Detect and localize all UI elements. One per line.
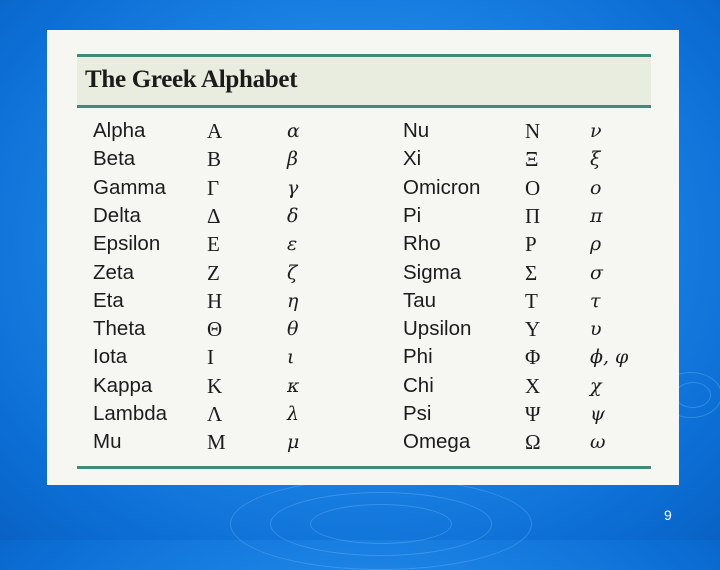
uppercase-letter: Μ <box>207 430 226 455</box>
letter-name: Alpha <box>93 119 146 142</box>
lowercase-letter: α <box>287 120 300 142</box>
lowercase-letter: ρ <box>590 233 602 256</box>
ripple-decoration <box>310 504 452 544</box>
table-row <box>47 203 679 231</box>
letter-name: Zeta <box>93 260 135 284</box>
table-row <box>47 316 679 344</box>
lowercase-letter: β <box>287 148 298 171</box>
uppercase-letter: Ε <box>207 232 220 257</box>
lowercase-letter: υ <box>590 318 602 341</box>
letter-name: Nu <box>403 119 430 142</box>
table-row <box>47 373 679 401</box>
letter-name: Omega <box>403 430 471 454</box>
uppercase-letter: Λ <box>207 402 223 426</box>
table-row <box>47 288 679 316</box>
table-row <box>47 260 679 288</box>
uppercase-letter: Ν <box>525 119 541 143</box>
uppercase-letter: Ξ <box>525 147 539 172</box>
uppercase-letter: Χ <box>525 373 541 398</box>
letter-name: Delta <box>93 203 141 227</box>
lowercase-letter: γ <box>287 176 299 199</box>
letter-name: Upsilon <box>403 317 472 341</box>
letter-name: Beta <box>93 147 136 171</box>
lowercase-letter: π <box>590 204 603 227</box>
letter-name: Epsilon <box>93 232 161 256</box>
letter-name: Eta <box>93 288 124 312</box>
bottom-rule <box>77 466 651 469</box>
table-row <box>47 118 679 146</box>
lowercase-letter: χ <box>590 374 602 397</box>
table-row <box>47 401 679 429</box>
lowercase-letter: ο <box>590 176 602 199</box>
letter-name: Theta <box>93 317 146 341</box>
uppercase-letter: Ω <box>525 430 541 455</box>
uppercase-letter: Κ <box>207 373 223 398</box>
lowercase-letter: ω <box>590 431 606 454</box>
lowercase-letter: ζ <box>287 261 298 284</box>
table-row <box>47 175 679 203</box>
table-row <box>47 344 679 372</box>
lowercase-letter: ε <box>287 233 298 256</box>
letter-name: Gamma <box>93 175 166 199</box>
lowercase-letter: ξ <box>590 148 601 171</box>
uppercase-letter: Η <box>207 288 223 313</box>
uppercase-letter: Δ <box>207 203 221 228</box>
table-row <box>47 231 679 259</box>
lowercase-letter: ϕ, φ <box>590 346 629 369</box>
uppercase-letter: Ο <box>525 175 541 200</box>
letter-name: Pi <box>403 203 422 227</box>
uppercase-letter: Σ <box>525 260 538 285</box>
letter-name: Chi <box>403 373 434 397</box>
lowercase-letter: ψ <box>590 403 605 425</box>
lowercase-letter: τ <box>590 289 601 312</box>
uppercase-letter: Β <box>207 147 222 172</box>
alphabet-card <box>47 30 679 485</box>
uppercase-letter: Α <box>207 119 223 143</box>
title-band <box>77 57 651 105</box>
lowercase-letter: δ <box>287 204 299 227</box>
letter-name: Lambda <box>93 402 168 425</box>
letter-name: Sigma <box>403 260 462 284</box>
uppercase-letter: Ι <box>207 345 214 370</box>
table-row <box>47 429 679 457</box>
letter-name: Mu <box>93 430 122 454</box>
letter-name: Rho <box>403 232 441 256</box>
lowercase-letter: σ <box>590 261 603 284</box>
uppercase-letter: Ρ <box>525 232 537 257</box>
header-rule <box>77 105 651 108</box>
uppercase-letter: Τ <box>525 288 538 313</box>
lowercase-letter: κ <box>287 374 300 397</box>
uppercase-letter: Π <box>525 203 541 228</box>
lowercase-letter: ν <box>590 120 602 142</box>
letter-name: Phi <box>403 345 433 369</box>
letter-name: Kappa <box>93 373 153 397</box>
uppercase-letter: Υ <box>525 317 541 342</box>
uppercase-letter: Ζ <box>207 260 220 285</box>
uppercase-letter: Γ <box>207 175 220 200</box>
lowercase-letter: η <box>287 289 299 312</box>
letter-name: Psi <box>403 402 432 425</box>
table-title: The Greek Alphabet <box>85 66 298 93</box>
lowercase-letter: μ <box>287 431 300 454</box>
letter-name: Tau <box>403 288 437 312</box>
uppercase-letter: Φ <box>525 345 541 370</box>
letter-name: Xi <box>403 147 422 171</box>
lowercase-letter: λ <box>287 403 300 425</box>
letter-name: Iota <box>93 345 128 369</box>
uppercase-letter: Ψ <box>525 402 541 426</box>
uppercase-letter: Θ <box>207 317 223 342</box>
letter-name: Omicron <box>403 175 481 199</box>
page-number: 9 <box>664 507 672 523</box>
ripple-decoration <box>675 382 711 408</box>
table-row <box>47 146 679 174</box>
lowercase-letter: ι <box>287 346 295 369</box>
lowercase-letter: θ <box>287 318 299 341</box>
